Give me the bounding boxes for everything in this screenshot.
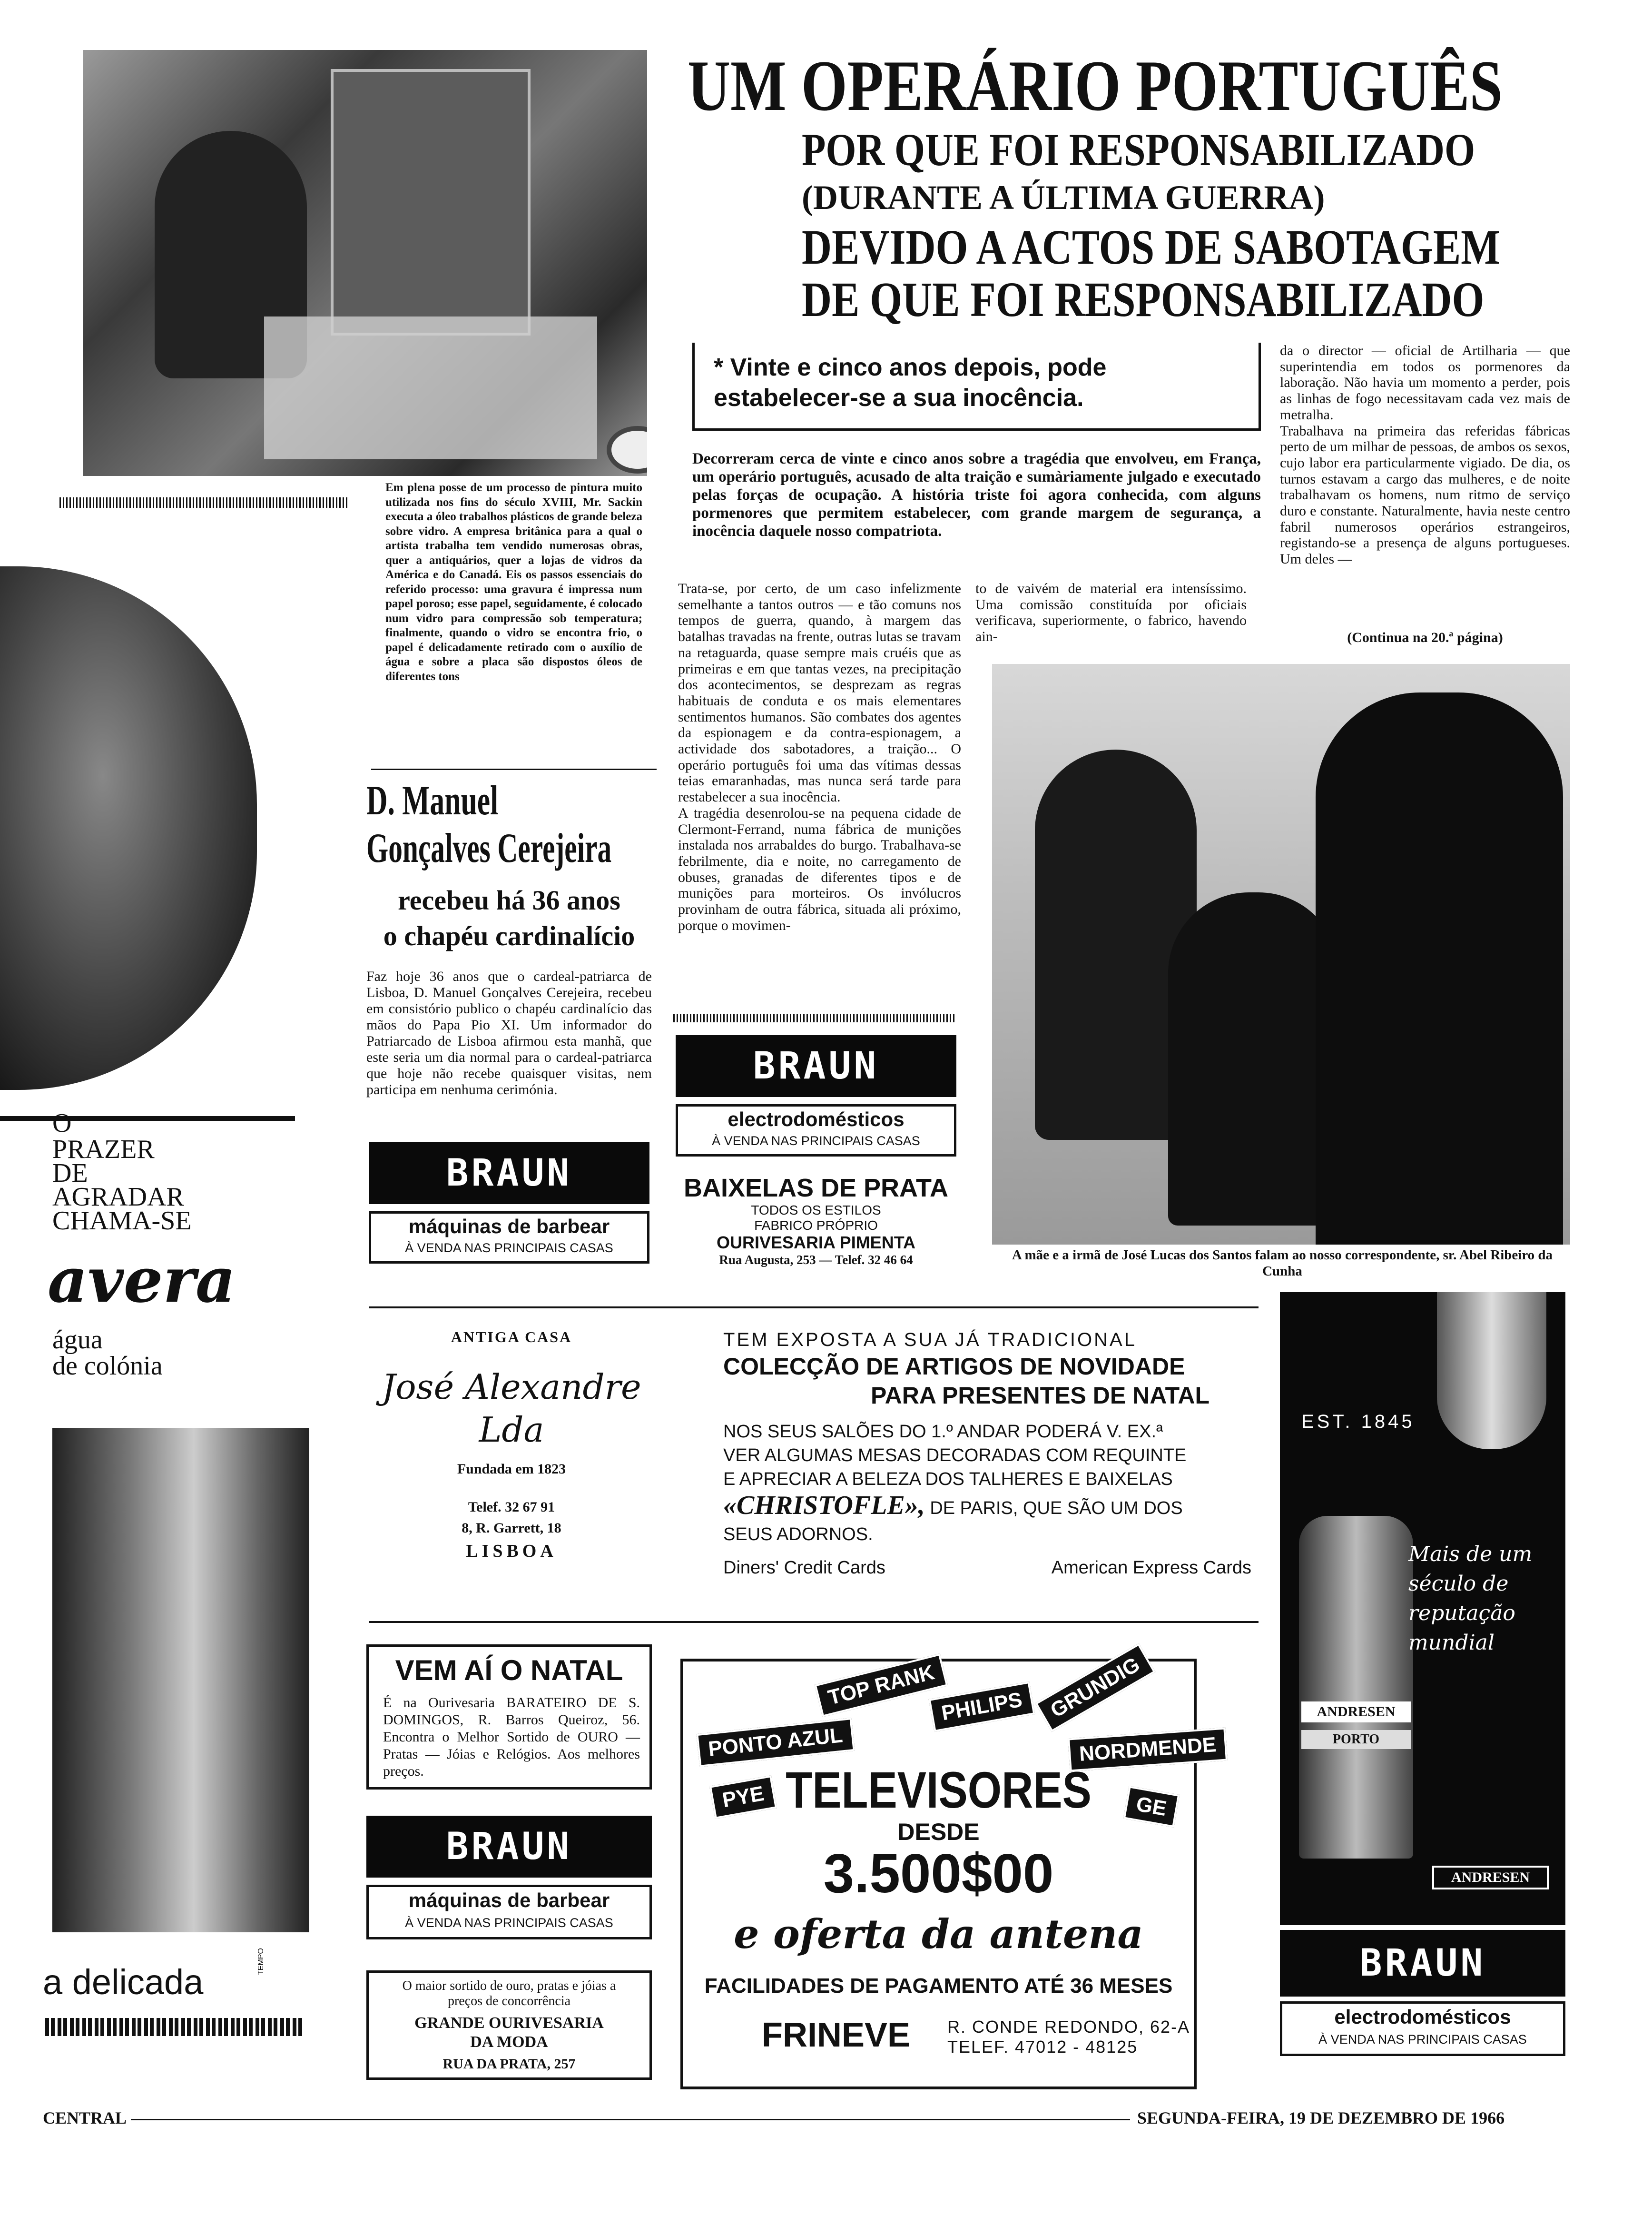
alexandre-logo: José Alexandre Lda (382, 1367, 641, 1450)
tv-desde: DESDE (897, 1819, 980, 1845)
footer-rule (131, 2119, 1130, 2120)
natal-body: É na Ourivesaria BARATEIRO DE S. DOMINGOS, R. Barros Queiroz, 56. Encontra o Melhor Sortido de OURO — Pratas — Jóias e Relógios. Aos melhores preços. (383, 1695, 640, 1779)
perfume-line-4: AGRADAR (52, 1182, 184, 1212)
cerejeira-title-1: D. Manuel (366, 778, 499, 824)
tv-addr-2: TELEF. 47012 - 48125 (947, 2037, 1138, 2057)
perfume-tagline: a delicada (43, 1962, 204, 2002)
alexandre-christofle: «CHRISTOFLE», (723, 1491, 925, 1520)
reporter-figure (1316, 692, 1563, 1245)
perfume-line-6: água (52, 1325, 103, 1355)
moda-ad[interactable] (366, 1970, 652, 2080)
braun-sub: À VENDA NAS PRINCIPAIS CASAS (405, 1241, 613, 1255)
braun-ad-1[interactable] (369, 1142, 649, 1264)
perfume-ad (0, 524, 343, 2146)
braun-product: máquinas de barbear (408, 1889, 610, 1911)
braun-logo: BRAUN (366, 1816, 652, 1878)
andresen-footer: ANDRESEN (1432, 1866, 1549, 1889)
pimenta-line-2: FABRICO PRÓPRIO (754, 1218, 878, 1233)
tv-brand-pontoazul: PONTO AZUL (696, 1718, 855, 1767)
braun-logo: BRAUN (369, 1142, 649, 1204)
sister-figure (1168, 892, 1339, 1226)
braun-product: máquinas de barbear (408, 1215, 610, 1237)
perfume-line-3: DE (52, 1158, 88, 1188)
family-photo (992, 664, 1570, 1245)
andresen-slogan: Mais de um século de reputação mundial (1408, 1542, 1533, 1655)
tv-title: TELEVISORES (786, 1761, 1092, 1819)
braun-ad-2[interactable] (676, 1035, 956, 1157)
perfume-vertical-label: TEMPO (257, 1948, 265, 1975)
tv-price: 3.500$00 (823, 1842, 1054, 1904)
rule-left-1 (59, 497, 347, 508)
perfume-line-1: O (52, 1108, 72, 1138)
alexandre-line-4: 8, R. Garrett, 18 (462, 1520, 561, 1536)
alexandre-ad[interactable] (369, 1306, 1259, 1623)
cerejeira-body: Faz hoje 36 anos que o cardeal-patriarca de Lisboa, D. Manuel Gonçalves Cerejeira, recebeu em consistório publico o chapéu cardinalício das mãos do Papa Pio XI. Um informador do Patriarcado de Lisboa afirmou esta manhã, que este seria um dia normal para o cardeal-patriarca que hoje não recebe quaisquer visitas, nem participa em nenhuma cerimónia. (366, 969, 652, 1098)
moda-line-4: RUA DA PRATA, 257 (442, 2056, 576, 2072)
pimenta-ad[interactable] (671, 1173, 961, 1268)
alexandre-left (378, 1327, 645, 1563)
highlight-text: * Vinte e cinco anos depois, pode estabelecer-se a sua inocência. (714, 354, 1107, 412)
andresen-glass (1437, 1292, 1546, 1449)
moda-line-2: GRANDE OURIVESARIA (414, 2014, 604, 2032)
braun-sub: À VENDA NAS PRINCIPAIS CASAS (712, 1134, 920, 1148)
alexandre-amex: American Express Cards (1051, 1558, 1251, 1578)
rule-col1 (673, 1014, 956, 1022)
andresen-est: EST. 1845 (1301, 1411, 1415, 1432)
article-column-1: Trata-se, por certo, de um caso infelizmente semelhante a tantos outros — e tão comuns nos tempos de guerra, quando, à margem das batalhas travadas na frente, outras lutas se travam na retaguarda, quase sempre mais cruéis que as primeiras e em que tantas vezes, na precipitação dos acontecimentos, se desprezam as regras habituais de conduta e os mais elementares sentimentos humanos. São combates dos agentes da espionagem e da contra-espionagem, a actividade dos sabotadores, a traição... O operário português foi uma das vítimas dessas teias emaranhadas, mas nunca será tarde para restabelecer a sua inocência. A tragédia desenrolou-se na pequena cidade de Clermont-Ferrand, numa fábrica de munições instalada nos arrabaldes do burgo. Trabalhava-se febrilmente, dia e noite, no carregamento de obuses, granadas de diferentes tipos e de munições para morteiros. Os invólucros provinham de outra fábrica, situada ali próximo, porque o movimen- (678, 581, 961, 933)
braun-product: electrodomésticos (728, 1108, 905, 1130)
painting-canvas (331, 69, 531, 336)
article-highlight-box (692, 343, 1261, 431)
perfume-border (45, 2018, 302, 2036)
alexandre-r8: SEUS ADORNOS. (723, 1524, 873, 1544)
braun-ad-4[interactable] (1280, 1930, 1565, 2056)
tv-brand-nordmende: NORDMENDE (1068, 1727, 1228, 1771)
alexandre-line-3: Telef. 32 67 91 (468, 1499, 555, 1515)
alexandre-r1: TEM EXPOSTA A SUA JÁ TRADICIONAL (723, 1329, 1137, 1350)
moda-line-1: O maior sortido de ouro, pratas e jóias a preços de concorrência (402, 1978, 616, 2008)
perfume-photo (0, 566, 257, 1090)
pimenta-line-3: OURIVESARIA PIMENTA (716, 1233, 916, 1252)
alexandre-r4: NOS SEUS SALÕES DO 1.º ANDAR PODERÁ V. EX.ª (723, 1422, 1163, 1442)
alexandre-r2: COLECÇÃO DE ARTIGOS DE NOVIDADE (723, 1353, 1185, 1380)
perfume-line-5: CHAMA-SE (52, 1206, 192, 1236)
painter-photo (83, 50, 647, 476)
rule-below-caption (371, 769, 657, 770)
alexandre-diners: Diners' Credit Cards (723, 1558, 885, 1578)
tv-shop: FRINEVE (762, 2016, 911, 2054)
perfume-bottle (52, 1428, 309, 1932)
natal-title: VEM AÍ O NATAL (395, 1654, 623, 1686)
alexandre-r3: PARA PRESENTES DE NATAL (871, 1382, 1210, 1409)
painter-caption: Em plena posse de um processo de pintura muito utilizada nos fins do século XVIII, Mr. Sackin executa a óleo trabalhos plásticos de grande beleza sobre vidro. A empresa britânica para a qual o artista trabalha tem vendido numerosas obras, quer a antiquários, quer a lojas de vidros da América e do Canadá. Eis os passos essenciais do referido processo: uma gravura é impressa num papel poroso; esse papel, seguidamente, é colocado num vidro para compressão sob temperatura; finalmente, quando o vidro se encontra frio, o papel é delicadamente retirado com o auxílio de água e sobre a placa são dispostos óleos de diferentes tons (385, 481, 642, 683)
braun-product-box (676, 1104, 956, 1157)
article-column-2: to de vaivém de material era intensíssimo. Uma comissão constituída por oficiais verificava, superiormente, o fabrico, havendo ain- (975, 581, 1247, 645)
alexandre-line-2: Fundada em 1823 (457, 1461, 566, 1477)
perfume-line-2: PRAZER (52, 1135, 155, 1164)
cerejeira-sub-2: o chapéu cardinalício (383, 920, 635, 951)
headline-sub-4: DE QUE FOI RESPONSABILIZADO (802, 272, 1485, 327)
braun-ad-3[interactable] (366, 1816, 652, 1939)
headline-sub-2: (DURANTE A ÚLTIMA GUERRA) (802, 178, 1325, 217)
andresen-porto: PORTO (1301, 1730, 1411, 1749)
tv-brand-philips: PHILIPS (929, 1681, 1035, 1732)
alexandre-line-5: LISBOA (466, 1541, 557, 1561)
tv-brand-ge: GE (1123, 1786, 1180, 1828)
tv-oferta: e oferta da antena (734, 1910, 1143, 1958)
pimenta-line-4: Rua Augusta, 253 — Telef. 32 46 64 (719, 1253, 913, 1267)
perfume-rule (0, 1116, 295, 1121)
footer-left: CENTRAL (43, 2108, 127, 2127)
family-photo-caption: A mãe e a irmã de José Lucas dos Santos falam ao nosso correspondente, sr. Abel Ribeiro da Cunha (1012, 1247, 1553, 1279)
cerejeira-title-2: Gonçalves Cerejeira (366, 825, 612, 871)
braun-sub: À VENDA NAS PRINCIPAIS CASAS (405, 1916, 613, 1930)
tv-brand-grundig: GRUNDIG (1035, 1643, 1155, 1732)
andresen-label: ANDRESEN (1301, 1701, 1411, 1722)
article-lead: Decorreram cerca de vinte e cinco anos sobre a tragédia que envolveu, em França, um operário português, acusado de alta traição e sumàriamente julgado e executado pelas forças de ocupação. A história triste foi agora conhecida, com alguns pormenores que permitem estabelecer, com grande margem de segurança, a inocência daquele nosso compatriota. (692, 450, 1261, 540)
headline-title: UM OPERÁRIO PORTUGUÊS (688, 46, 1503, 126)
braun-product: electrodomésticos (1334, 2006, 1511, 2028)
tv-addr-1: R. CONDE REDONDO, 62-A (947, 2017, 1190, 2037)
braun-logo: BRAUN (676, 1035, 956, 1097)
perfume-line-7: de colónia (52, 1351, 163, 1381)
braun-sub: À VENDA NAS PRINCIPAIS CASAS (1318, 2032, 1527, 2047)
perfume-brand: avera (48, 1244, 236, 1316)
tv-brand-toprank: TOP RANK (815, 1653, 948, 1717)
braun-product-box (366, 1885, 652, 1939)
tv-facilidades: FACILIDADES DE PAGAMENTO ATÉ 36 MESES (704, 1974, 1173, 1998)
pimenta-title: BAIXELAS DE PRATA (683, 1174, 949, 1202)
paint-roll (607, 426, 647, 474)
andresen-bottle (1299, 1516, 1413, 1859)
pimenta-line-1: TODOS OS ESTILOS (751, 1203, 881, 1217)
braun-product-box (1280, 2001, 1565, 2056)
footer-right: SEGUNDA-FEIRA, 19 DE DEZEMBRO DE 1966 (1137, 2108, 1505, 2127)
braun-logo: BRAUN (1280, 1930, 1565, 1997)
paint-table (264, 316, 597, 459)
moda-line-3: DA MODA (470, 2033, 548, 2051)
andresen-ad[interactable] (1280, 1292, 1565, 1925)
tv-ad[interactable] (680, 1652, 1217, 2089)
braun-product-box (369, 1211, 649, 1264)
alexandre-right (723, 1327, 1251, 1580)
alexandre-line-1: ANTIGA CASA (451, 1328, 572, 1345)
article-column-3: da o director — oficial de Artilharia — que superintendia em todos os pormenores da laboração. Não havia um momento a perder, pois as linhas de fogo necessitavam cada vez mais de metralha. Trabalhava na primeira das referidas fábricas perto de um milhar de pessoas, de ambos os sexos, cujo labor era particularmente vigiado. De dia, os turnos estavam a cargo das mulheres, e de noite trabalhavam os homens, num ritmo de serviço duro e constante. Naturalmente, havia neste centro fabril numerosos operários estrangeiros, registando-se a presença de alguns portugueses. Um deles — (1280, 343, 1570, 567)
natal-ad[interactable] (366, 1644, 652, 1790)
alexandre-r7b: DE PARIS, QUE SÃO UM DOS (930, 1498, 1183, 1518)
alexandre-r6: E APRECIAR A BELEZA DOS TALHERES E BAIXELAS (723, 1469, 1173, 1489)
tv-brand-pye: PYE (709, 1775, 777, 1819)
alexandre-r5: VER ALGUMAS MESAS DECORADAS COM REQUINTE (723, 1445, 1187, 1465)
headline-sub-3: DEVIDO A ACTOS DE SABOTAGEM (802, 220, 1500, 275)
headline-sub-1: POR QUE FOI RESPONSABILIZADO (802, 124, 1475, 175)
article-continua[interactable]: (Continua na 20.ª página) (1347, 630, 1503, 645)
cerejeira-sub-1: recebeu há 36 anos (398, 885, 620, 916)
